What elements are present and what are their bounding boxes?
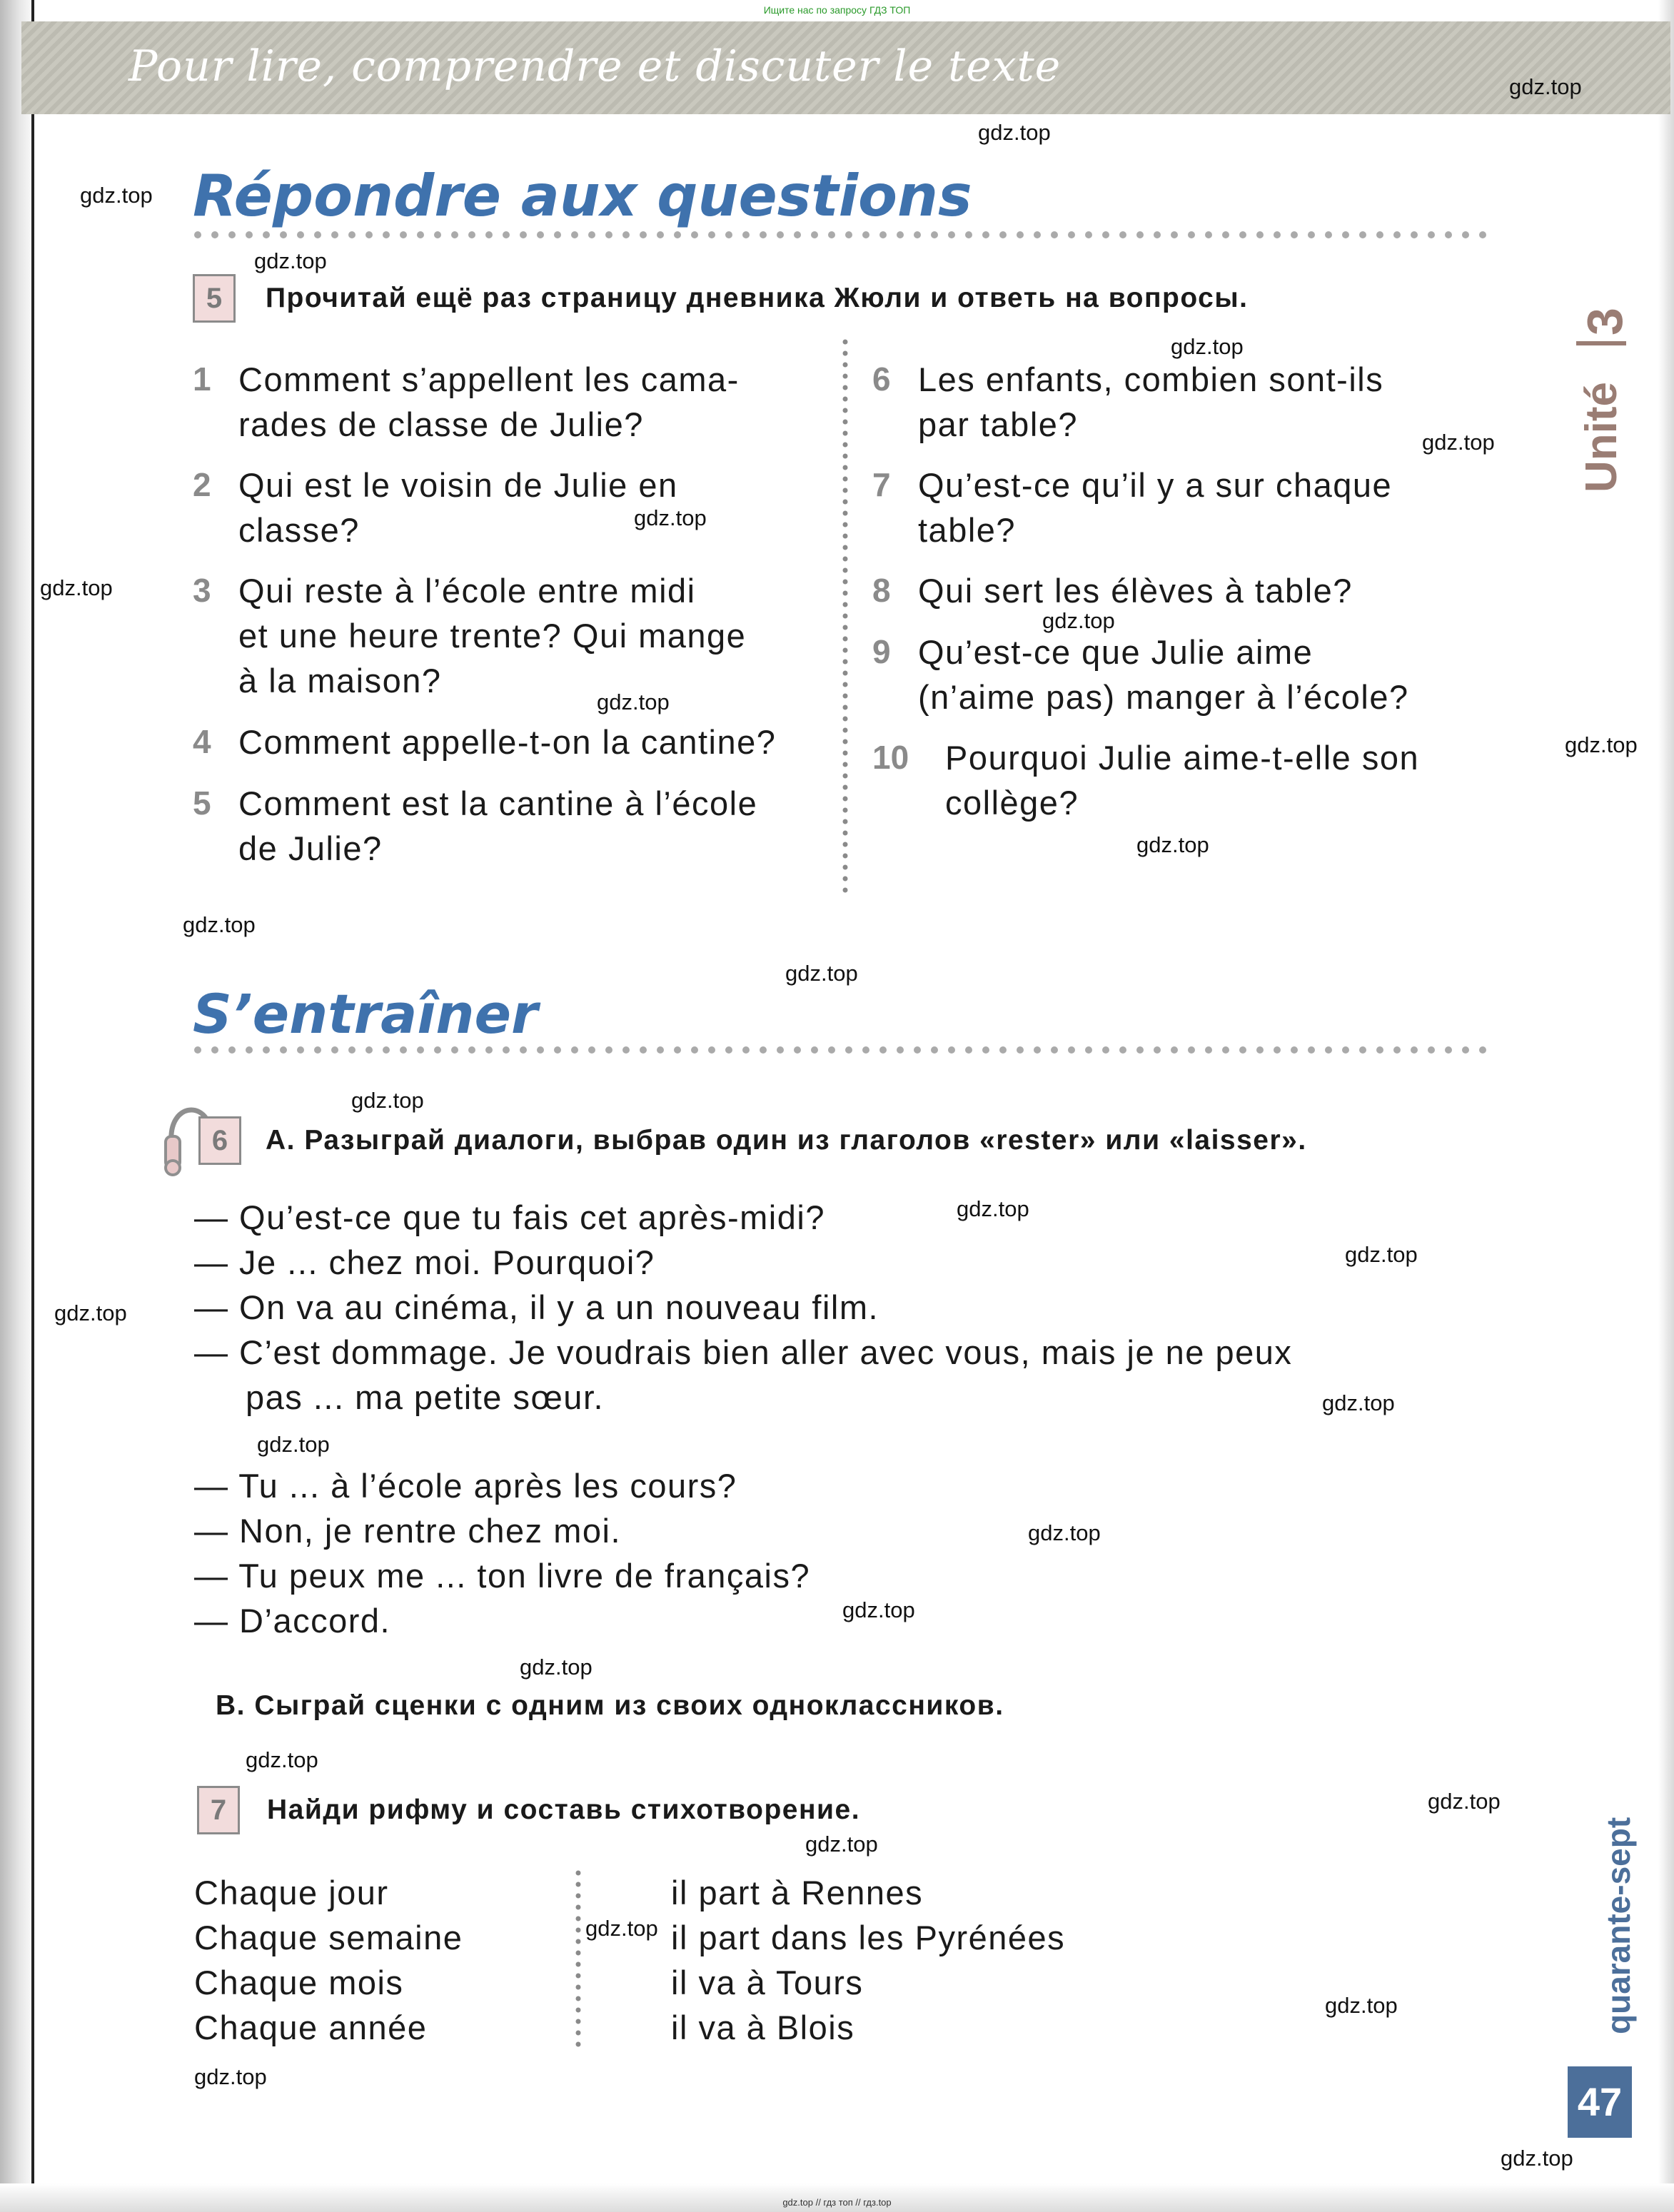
exercise-number-5: 5	[193, 274, 236, 323]
watermark: gdz.top	[54, 1301, 127, 1325]
book-spine	[31, 0, 34, 2212]
question-number: 6	[872, 360, 891, 398]
poem-left-line: Chaque mois	[194, 1964, 404, 2001]
page-right-edge	[1658, 0, 1674, 2212]
question-4-line-1: Comment appelle-t-on la cantine?	[238, 723, 777, 761]
question-number: 7	[872, 466, 891, 503]
question-9-line-2: (n’aime pas) manger à l’école?	[918, 678, 1409, 716]
watermark: gdz.top	[978, 120, 1051, 145]
top-note: Ищите нас по запросу ГДЗ ТОП	[763, 4, 911, 16]
dotted-rule	[193, 1045, 1492, 1055]
question-1-line-2: rades de classe de Julie?	[238, 405, 644, 443]
watermark: gdz.top	[785, 961, 858, 986]
column-divider	[842, 339, 848, 903]
page-shadow-left	[0, 0, 36, 2212]
watermark: gdz.top	[1136, 832, 1209, 857]
watermark: gdz.top	[1565, 732, 1638, 757]
exercise-6-instruction-a: A. Разыграй диалоги, выбрав один из глаголов «rester» или «laisser».	[266, 1125, 1307, 1156]
poem-right-line: il part dans les Pyrénées	[671, 1919, 1066, 1956]
header-title: Pour lire, comprendre et discuter le texte	[128, 41, 1062, 91]
question-8-line-1: Qui sert les élèves à table?	[918, 572, 1353, 610]
exercise-number-6: 6	[198, 1116, 241, 1165]
watermark: gdz.top	[805, 1832, 878, 1857]
page-number: 47	[1568, 2066, 1632, 2138]
question-1-line-1: Comment s’appellent les cama-	[238, 360, 740, 398]
poem-left-line: Chaque année	[194, 2009, 428, 2046]
question-3-line-3: à la maison?	[238, 662, 442, 700]
dialog-1-line: — Qu’est-ce que tu fais cet après-midi?	[194, 1198, 825, 1236]
watermark: gdz.top	[520, 1655, 593, 1680]
watermark: gdz.top	[634, 505, 707, 530]
footer-note: gdz.top // гдз топ // гдз.top	[782, 2197, 892, 2208]
watermark: gdz.top	[183, 912, 256, 937]
exercise-number-7: 7	[197, 1786, 240, 1834]
question-number: 5	[193, 784, 211, 822]
watermark: gdz.top	[1042, 608, 1115, 633]
poem-right-line: il va à Tours	[671, 1964, 864, 2001]
dialog-2-line: — Tu ... à l’école après les cours?	[194, 1467, 737, 1505]
watermark: gdz.top	[254, 248, 327, 273]
question-2-line-2: classe?	[238, 511, 360, 549]
watermark: gdz.top	[257, 1432, 330, 1457]
poem-right-line: il part à Rennes	[671, 1874, 924, 1911]
poem-left-line: Chaque semaine	[194, 1919, 463, 1956]
poem-left-line: Chaque jour	[194, 1874, 389, 1911]
watermark: gdz.top	[1428, 1789, 1501, 1814]
question-10-line-2: collège?	[945, 784, 1079, 822]
exercise-5-instruction: Прочитай ещё раз страницу дневника Жюли и ответь на вопросы.	[266, 283, 1249, 313]
question-3-line-2: et une heure trente? Qui mange	[238, 617, 747, 655]
watermark: gdz.top	[1325, 1993, 1398, 2018]
watermark: gdz.top	[957, 1196, 1029, 1221]
question-6-line-2: par table?	[918, 405, 1079, 443]
page-word: quarante-sept	[1600, 1817, 1637, 2034]
dialog-2-line: — Tu peux me ... ton livre de français?	[194, 1557, 811, 1595]
question-number: 4	[193, 723, 211, 760]
dialog-2-line: — D’accord.	[194, 1602, 391, 1640]
question-9-line-1: Qu’est-ce que Julie aime	[918, 633, 1314, 671]
section-title-sentrainer: S’entraîner	[193, 982, 538, 1046]
watermark: gdz.top	[1028, 1520, 1101, 1545]
watermark: gdz.top	[1501, 2146, 1573, 2171]
watermark: gdz.top	[194, 2064, 267, 2089]
exercise-6-instruction-b: B. Сыграй сценки с одним из своих одноклассников.	[216, 1690, 1004, 1721]
question-5-line-2: de Julie?	[238, 829, 383, 867]
watermark: gdz.top	[351, 1088, 424, 1113]
dialog-1-line: pas ... ma petite sœur.	[246, 1378, 605, 1416]
watermark: gdz.top	[246, 1747, 318, 1772]
watermark: gdz.top	[80, 183, 153, 208]
watermark: gdz.top	[1509, 74, 1582, 99]
watermark: gdz.top	[842, 1597, 915, 1622]
watermark: gdz.top	[1322, 1390, 1395, 1415]
exercise-7-instruction: Найди рифму и составь стихотворение.	[267, 1794, 861, 1825]
question-10-line-1: Pourquoi Julie aime-t-elle son	[945, 739, 1420, 777]
question-number: 3	[193, 572, 211, 609]
unite-divider	[1576, 341, 1626, 345]
watermark: gdz.top	[585, 1916, 658, 1941]
question-number: 10	[872, 739, 909, 776]
dialog-1-line: — C’est dommage. Je voudrais bien aller avec vous, mais je ne peux	[194, 1333, 1293, 1371]
dotted-rule	[193, 230, 1492, 240]
question-2-line-1: Qui est le voisin de Julie en	[238, 466, 678, 504]
poem-right-line: il va à Blois	[671, 2009, 855, 2046]
dialog-1-line: — On va au cinéma, il y a un nouveau film.	[194, 1288, 879, 1326]
question-number: 9	[872, 633, 891, 670]
unite-label: Unité	[1577, 382, 1626, 493]
question-7-line-2: table?	[918, 511, 1017, 549]
watermark: gdz.top	[597, 690, 670, 714]
watermark: gdz.top	[1171, 334, 1244, 359]
dialog-2-line: — Non, je rentre chez moi.	[194, 1512, 621, 1550]
watermark: gdz.top	[40, 575, 113, 600]
unite-number: 3	[1577, 308, 1633, 335]
watermark: gdz.top	[1345, 1242, 1418, 1267]
question-6-line-1: Les enfants, combien sont-ils	[918, 360, 1384, 398]
question-7-line-1: Qu’est-ce qu’il y a sur chaque	[918, 466, 1393, 504]
section-title-repondre: Répondre aux questions	[193, 163, 972, 229]
question-number: 8	[872, 572, 891, 609]
poem-divider	[575, 1870, 581, 2049]
watermark: gdz.top	[1422, 430, 1495, 455]
question-3-line-1: Qui reste à l’école entre midi	[238, 572, 696, 610]
question-number: 2	[193, 466, 211, 503]
question-5-line-1: Comment est la cantine à l’école	[238, 784, 758, 822]
dialog-1-line: — Je ... chez moi. Pourquoi?	[194, 1243, 655, 1281]
question-number: 1	[193, 360, 211, 398]
